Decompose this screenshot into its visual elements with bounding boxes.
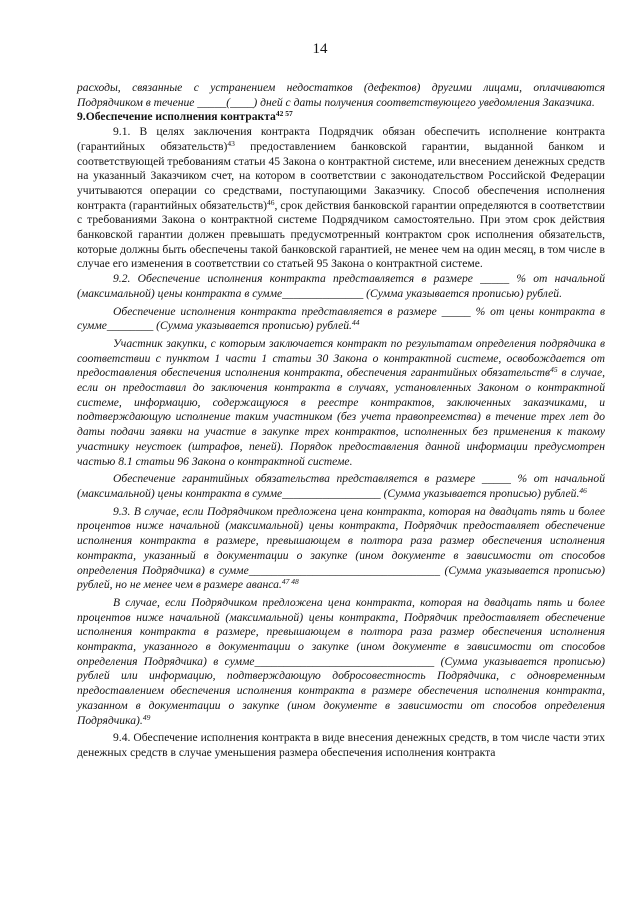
document-body bbox=[77, 81, 605, 761]
paragraph-8-continuation: расходы, связанные с устранением недостатков (дефектов) другими лицами, оплачиваются Подрядчиком в течение _____(____) дней с даты получения соответствующего уведомления Заказчика. bbox=[77, 81, 605, 109]
paragraph-9-2: 9.2. Обеспечение исполнения контракта представляется в размере _____ % от начальной (максимальной) цены контракта в сумме______________ (Сумма указывается прописью) рублей. bbox=[77, 272, 605, 300]
paragraph-9-4: 9.4. Обеспечение исполнения контракта в виде внесения денежных средств, в том числе части этих денежных средств в случае уменьшения размера обеспечения исполнения контракта bbox=[77, 731, 605, 759]
paragraph-warranty-security: Обеспечение гарантийных обязательства представляется в размере _____ % от начальной (максимальной) цены контракта в сумме_________________ (Сумма указывается прописью) рублей.$^{46}$ bbox=[77, 472, 605, 500]
footnote-ref: 47 48 bbox=[281, 577, 299, 587]
footnote-ref: 45 bbox=[550, 365, 558, 375]
section-heading-9: 9.Обеспечение исполнения контракта$^{42 57}$ bbox=[77, 109, 293, 124]
paragraph-9-2-alt: Обеспечение исполнения контракта представляется в размере _____ % от цены контракта в сумме________ (Сумма указывается прописью) рублей.$^{44}$ bbox=[77, 304, 605, 333]
paragraph-9-1: 9.1. В целях заключения контракта Подрядчик обязан обеспечить исполнение контракта (гарантийных обязательств)$^{43}$ предоставлением банковской гарантии, выданной банком и соответствующей требованиям статьи 45 Закона о контрактной системе, или внесением денежных средств на указанный Заказчиком счет, на котором в соответствии с законодательством Российской Федерации учитываются операции со средствами, поступающими Заказчику. Способ обеспечения исполнения контракта (гарантийных обязательств)$^{46}$, срок действия банковской гарантии определяются в соответствии с требованиями Закона о контрактной системе Подрядчиком самостоятельно. При этом срок действия банковской гарантии должен превышать предусмотренный контрактом срок исполнения обязательств, которые должны быть обеспечены такой банковской гарантией, не менее чем на один месяц, в том числе в случае его изменения в соответствии со статьей 95 Закона о контрактной системе. bbox=[77, 125, 605, 271]
footnote-ref: 46 bbox=[579, 485, 587, 495]
footnote-ref: 43 bbox=[227, 138, 235, 148]
paragraph-9-3-alt: В случае, если Подрядчиком предложена цена контракта, которая на двадцать пять и более процентов ниже начальной (максимальной) цены контракта, Подрядчик предоставляет обеспечение исполнения контракта в размере, превышающем в полтора раза размер обеспечения исполнения контракта, указанного в документации о закупке (ином документе в зависимости от способов определения Подрядчика) в сумме_______________________________ (Сумма указывается прописью) рублей или информацию, подтверждающую добросовестность Подрядчика, с одновременным предоставлением обеспечения исполнения контракта в размере обеспечения исполнения контракта, указанном в документации о закупке (ином документе в зависимости от способов определения Подрядчика).$^{49}$ bbox=[77, 595, 605, 727]
footnote-ref: 44 bbox=[351, 318, 360, 328]
page-number: 14 bbox=[312, 41, 328, 57]
footnote-ref: 42 57 bbox=[275, 109, 293, 119]
footnote-ref: 49 bbox=[142, 712, 151, 722]
paragraph-exemption: Участник закупки, с которым заключается контракт по результатам определения подрядчика в соответствии с пунктом 1 части 1 статьи 30 Закона о контрактной системе, освобождается от предоставления обеспечения исполнения контракта, обеспечения гарантийных обязательств$^{45}$ в случае, если он предоставил до заключения контракта в случаях, установленных Законом о контрактной системе, информацию, содержащуюся в реестре контрактов, заключенных заказчиками, и подтверждающую исполнение таким участником (без учета правопреемства) в течение трех лет до даты подачи заявки на участие в закупке трех контрактов, исполненных без применения к такому участнику неустоек (штрафов, пеней). Порядок предоставления данной информации предусмотрен частью 8.1 статьи 96 Закона о контрактной системе. bbox=[77, 336, 605, 468]
paragraph-9-3: 9.3. В случае, если Подрядчиком предложена цена контракта, которая на двадцать пять и более процентов ниже начальной (максимальной) цены контракта, Подрядчик предоставляет обеспечение исполнения контракта в размере, превышающем в полтора раза размер обеспечения исполнения контракта, указанный в документации о закупке (ином документе в зависимости от способов определения Подрядчика) в сумме_________________________________ (Сумма указывается прописью) рублей, но не менее чем в размере аванса.$^{47 48}$ bbox=[77, 504, 605, 592]
footnote-ref: 46 bbox=[267, 197, 275, 207]
